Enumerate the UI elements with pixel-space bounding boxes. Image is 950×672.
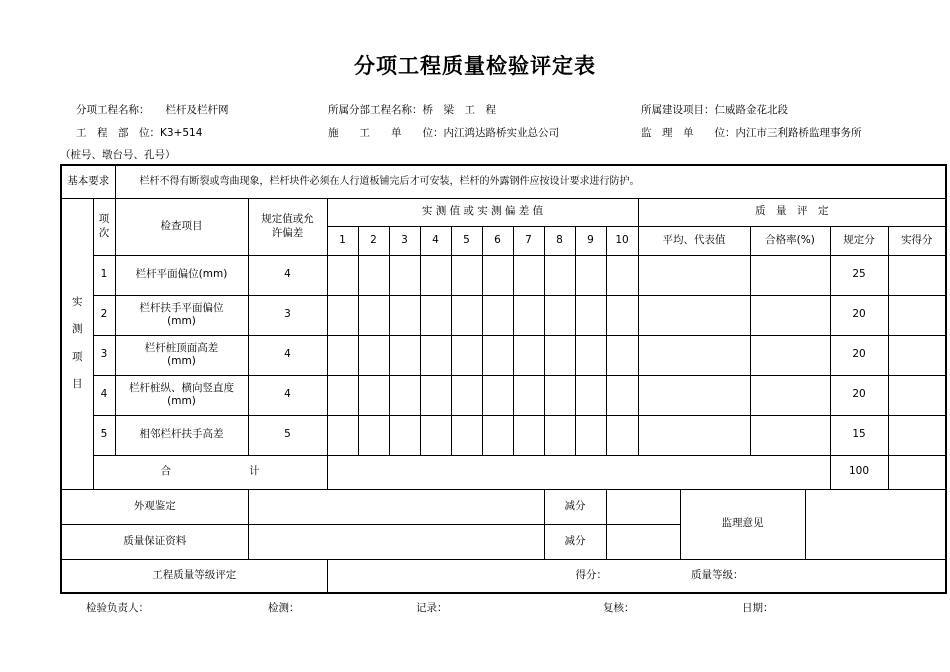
- sub-project-value: 桥 梁 工 程: [422, 104, 496, 116]
- row-score: 15: [830, 415, 888, 455]
- row-score: 20: [830, 335, 888, 375]
- header-actual: 实得分: [888, 226, 946, 255]
- row-item: 栏杆桩纵、横向竖直度(mm): [115, 375, 248, 415]
- contractor-value: 内江鸿达路桥实业总公司: [443, 127, 559, 139]
- page-title: 分项工程质量检验评定表: [354, 54, 596, 78]
- header-num-5: 5: [451, 226, 482, 255]
- quality-docs-label: 质量保证资料: [61, 524, 248, 559]
- score-label: 得分：: [575, 569, 607, 582]
- quality-docs-deduct-value: [606, 524, 680, 559]
- contractor-field: [328, 125, 559, 140]
- inspection-table: [60, 164, 947, 594]
- item-name-field: [76, 102, 229, 117]
- inspector-label: 检验负责人：: [86, 602, 149, 614]
- total-score: 100: [830, 455, 888, 489]
- location-field: [76, 125, 202, 140]
- total-row: [61, 455, 946, 489]
- date-label: 日期：: [742, 602, 774, 614]
- grade-label: 工程质量等级评定: [61, 559, 327, 593]
- basic-req-label: 基本要求: [61, 165, 115, 198]
- table-row: [61, 295, 946, 335]
- header-score: 规定分: [830, 226, 888, 255]
- supervisor-value: 内江市三利路桥监理事务所: [735, 127, 862, 139]
- item-name-label: 分项工程名称：: [76, 104, 150, 116]
- basic-req-text: 栏杆不得有断裂或弯曲现象，栏杆块件必须在人行道板铺完后才可安装，栏杆的外露钢件应按设计要求进行防护。: [115, 165, 946, 198]
- grade-level-label: 质量等级：: [691, 569, 744, 582]
- header-num-10: 10: [606, 226, 638, 255]
- header-num-8: 8: [544, 226, 575, 255]
- header-row-1: [61, 198, 946, 226]
- header-seq: 项次: [93, 198, 115, 255]
- table-row: [61, 255, 946, 295]
- row-item: 相邻栏杆扶手高差: [115, 415, 248, 455]
- header-num-9: 9: [575, 226, 606, 255]
- tester-label: 检测：: [268, 602, 300, 614]
- measured-items-label: 实 测 项 目: [61, 198, 93, 489]
- sub-project-label: 所属分部工程名称：: [328, 104, 423, 116]
- header-spec: 规定值或允许偏差: [248, 198, 327, 255]
- total-label: 合 计: [93, 455, 327, 489]
- header-num-3: 3: [389, 226, 420, 255]
- row-spec: 4: [248, 375, 327, 415]
- row-score: 25: [830, 255, 888, 295]
- row-no: 2: [93, 295, 115, 335]
- row-no: 1: [93, 255, 115, 295]
- project-value: 仁威路金花北段: [714, 104, 788, 116]
- row-item: 栏杆扶手平面偏位(mm): [115, 295, 248, 335]
- supervisor-field: [641, 125, 862, 140]
- header-num-7: 7: [513, 226, 544, 255]
- location-note: （桩号、墩台号、孔号）: [60, 149, 176, 161]
- row-spec: 5: [248, 415, 327, 455]
- header-rate: 合格率(%): [750, 226, 830, 255]
- appearance-row: [61, 489, 946, 524]
- row-no: 3: [93, 335, 115, 375]
- row-spec: 3: [248, 295, 327, 335]
- project-label: 所属建设项目：: [641, 104, 715, 116]
- appearance-deduct-value: [606, 489, 680, 524]
- grade-content: [327, 559, 946, 593]
- header-num-2: 2: [358, 226, 389, 255]
- grade-row: [61, 559, 946, 593]
- header-measured: 实 测 值 或 实 测 偏 差 值: [327, 198, 638, 226]
- table-row: [61, 415, 946, 455]
- contractor-label: 施 工 单 位：: [328, 127, 444, 139]
- supervisor-opinion-label: 监理意见: [680, 489, 805, 559]
- quality-docs-value: [248, 524, 544, 559]
- appearance-label: 外观鉴定: [61, 489, 248, 524]
- row-no: 5: [93, 415, 115, 455]
- location-value: K3+514: [160, 127, 203, 139]
- row-score: 20: [830, 295, 888, 335]
- reviewer-label: 复核：: [603, 602, 635, 614]
- header-num-1: 1: [327, 226, 358, 255]
- row-item: 栏杆平面偏位(mm): [115, 255, 248, 295]
- recorder-label: 记录：: [416, 602, 448, 614]
- supervisor-label: 监 理 单 位：: [641, 127, 736, 139]
- appearance-value: [248, 489, 544, 524]
- row-item: 栏杆桩顶面高差(mm): [115, 335, 248, 375]
- header-avg: 平均、代表值: [638, 226, 750, 255]
- quality-docs-deduct-label: 减分: [544, 524, 606, 559]
- sub-project-field: [328, 102, 496, 117]
- appearance-deduct-label: 减分: [544, 489, 606, 524]
- item-name-value: 栏杆及栏杆网: [165, 104, 229, 116]
- table-row: [61, 335, 946, 375]
- header-item: 检查项目: [115, 198, 248, 255]
- basic-requirements-row: [61, 165, 946, 198]
- row-no: 4: [93, 375, 115, 415]
- table-row: [61, 375, 946, 415]
- row-spec: 4: [248, 335, 327, 375]
- header-num-6: 6: [482, 226, 513, 255]
- header-quality: 质 量 评 定: [638, 198, 946, 226]
- header-num-4: 4: [420, 226, 451, 255]
- supervisor-opinion-value: [805, 489, 946, 559]
- row-score: 20: [830, 375, 888, 415]
- location-label: 工 程 部 位：: [76, 127, 160, 139]
- row-spec: 4: [248, 255, 327, 295]
- project-field: [641, 102, 788, 117]
